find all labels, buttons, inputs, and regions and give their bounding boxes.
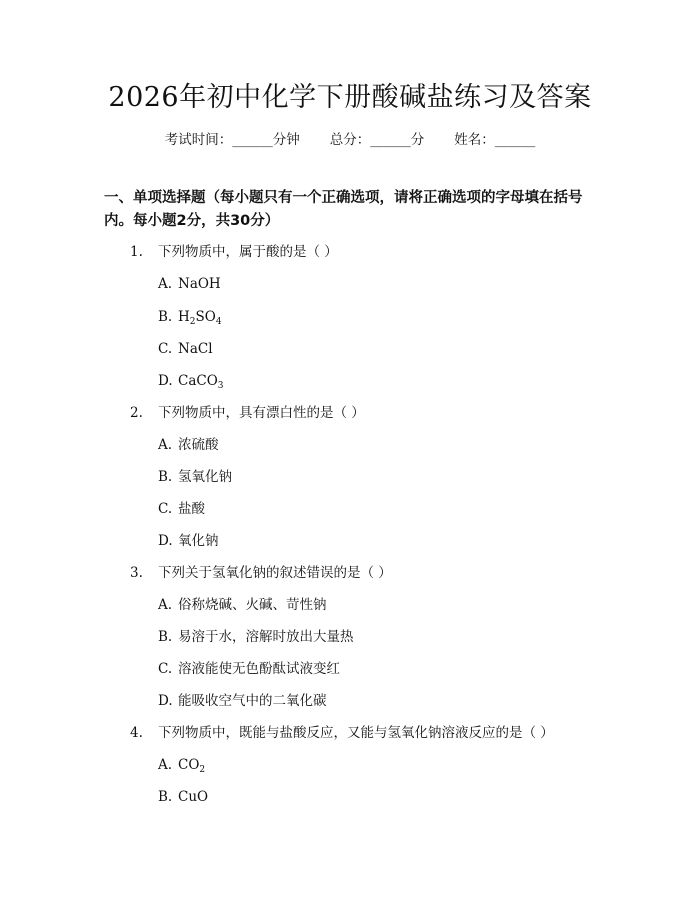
option-1c xyxy=(158,339,213,359)
option-letter: A. xyxy=(158,437,173,453)
question-1 xyxy=(130,242,338,262)
option-3c xyxy=(158,659,340,679)
option-2a xyxy=(158,435,219,455)
option-text: 氢氧化钠 xyxy=(178,469,232,485)
question-4 xyxy=(130,723,554,743)
option-3d xyxy=(158,691,327,711)
option-1d xyxy=(158,371,224,391)
question-text: 下列物质中，既能与盐酸反应，又能与氢氧化钠溶液反应的是（ ） xyxy=(158,725,554,741)
question-2 xyxy=(130,403,365,423)
option-2c xyxy=(158,499,205,519)
option-text: NaCl xyxy=(178,341,213,357)
option-text: 盐酸 xyxy=(178,501,205,517)
option-letter: C. xyxy=(158,661,173,677)
option-text-part: SO xyxy=(195,309,216,325)
subscript: 3 xyxy=(217,381,224,391)
option-text: 易溶于水，溶解时放出大量热 xyxy=(178,629,354,645)
exam-meta xyxy=(0,130,700,150)
option-text: 俗称烧碱、火碱、苛性钠 xyxy=(178,597,327,613)
option-letter: A. xyxy=(158,757,173,773)
question-number: 3. xyxy=(130,565,143,581)
option-3a xyxy=(158,595,327,615)
option-1a xyxy=(158,274,221,294)
total-score-label: 总分：______分 xyxy=(329,132,425,148)
option-text: 氧化钠 xyxy=(178,533,219,549)
option-text: 能吸收空气中的二氧化碳 xyxy=(178,693,327,709)
option-2b xyxy=(158,467,232,487)
name-label: 姓名：______ xyxy=(454,132,536,148)
option-letter: B. xyxy=(158,629,173,645)
option-letter: B. xyxy=(158,469,173,485)
option-4a xyxy=(158,755,205,775)
option-text-part: CaCO xyxy=(178,373,218,389)
question-text: 下列物质中，属于酸的是（ ） xyxy=(158,244,338,260)
option-text: NaOH xyxy=(178,276,221,292)
option-text: CuO xyxy=(178,789,209,805)
question-number: 2. xyxy=(130,405,143,421)
question-text: 下列关于氢氧化钠的叙述错误的是（ ） xyxy=(158,565,392,581)
page-title: 2026年初中化学下册酸碱盐练习及答案 xyxy=(108,82,592,113)
option-letter: B. xyxy=(158,789,173,805)
option-letter: B. xyxy=(158,309,173,325)
section-heading: 一、单项选择题（每小题只有一个正确选项，请将正确选项的字母填在括号内。每小题2分，共30分） xyxy=(104,190,583,229)
option-text-part: CO xyxy=(178,757,200,773)
option-letter: A. xyxy=(158,597,173,613)
option-3b xyxy=(158,627,354,647)
option-text: 浓硫酸 xyxy=(178,437,219,453)
option-1b xyxy=(158,307,222,327)
option-letter: D. xyxy=(158,693,173,709)
option-letter: C. xyxy=(158,501,173,517)
exam-time-label: 考试时间：______分钟 xyxy=(164,132,300,148)
option-letter: D. xyxy=(158,533,173,549)
subscript: 2 xyxy=(199,765,206,775)
subscript: 4 xyxy=(215,317,222,327)
option-2d xyxy=(158,531,219,551)
option-letter: D. xyxy=(158,373,173,389)
option-letter: C. xyxy=(158,341,173,357)
subscript: 2 xyxy=(189,317,196,327)
question-3 xyxy=(130,563,392,583)
option-text-part: H xyxy=(178,309,190,325)
option-text: 溶液能使无色酚酞试液变红 xyxy=(178,661,340,677)
question-number: 4. xyxy=(130,725,143,741)
question-text: 下列物质中，具有漂白性的是（ ） xyxy=(158,405,365,421)
option-4b xyxy=(158,787,208,807)
option-letter: A. xyxy=(158,276,173,292)
question-number: 1. xyxy=(130,244,143,260)
